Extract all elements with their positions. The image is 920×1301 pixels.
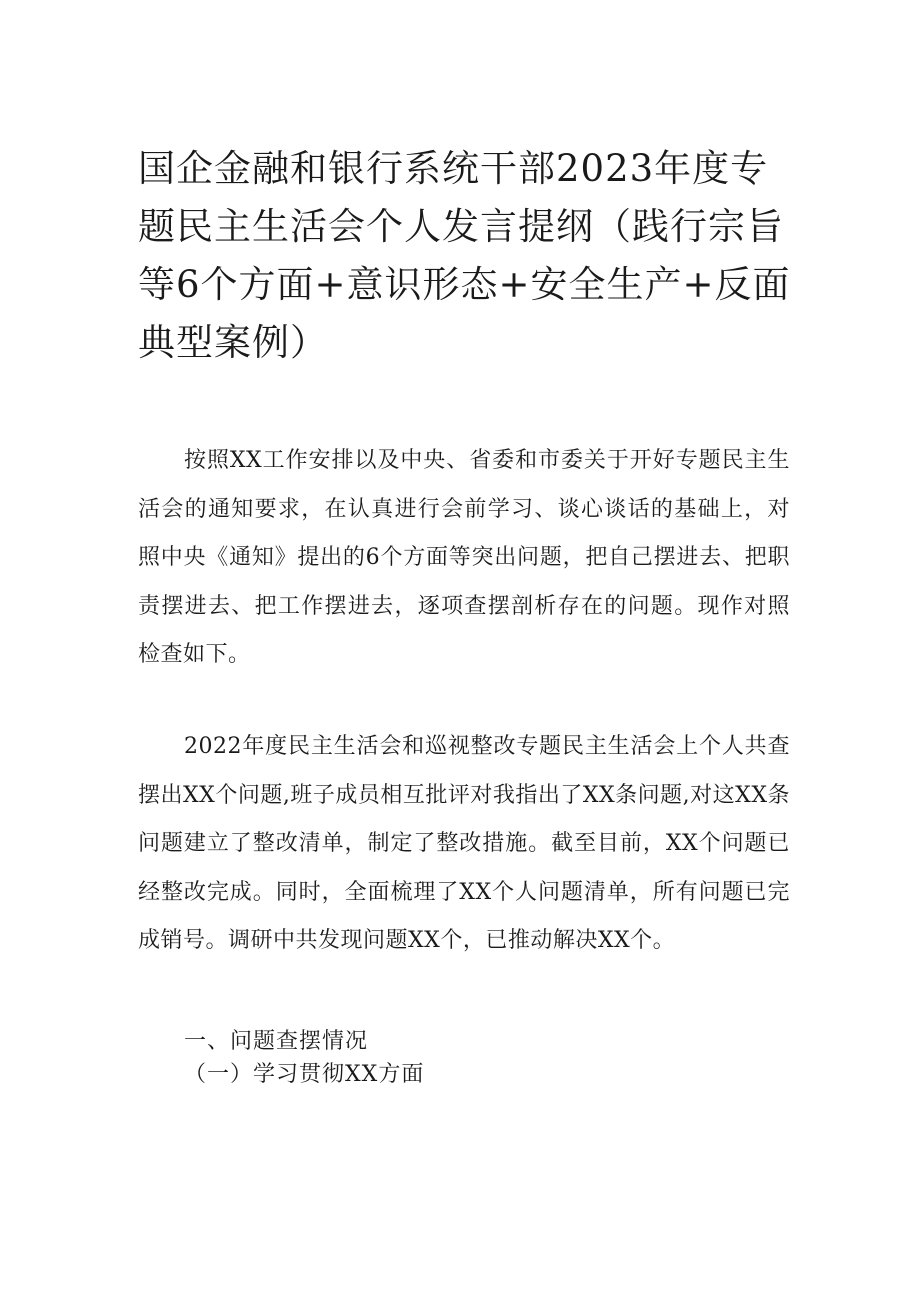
subsection-heading: （一）学习贯彻XX方面 (184, 1062, 425, 1087)
review-paragraph: 2022年度民主生活会和巡视整改专题民主生活会上个人共查摆出XX个问题,班子成员相互批评对我指出了XX条问题,对这XX条问题建立了整改清单，制定了整改措施。截至目前，XX个问题已经整改完成。同时，全面梳理了XX个人问题清单，所有问题已完成销号。调研中共发现问题XX个，已推动解决XX个。 (138, 734, 790, 953)
document-title: 国企金融和银行系统干部2023年度专题民主生活会个人发言提纲（践行宗旨等6个方面+意识形态+安全生产+反面典型案例） (138, 147, 791, 364)
section-heading: 一、问题查摆情况 (184, 1029, 369, 1054)
intro-paragraph: 按照XX工作安排以及中央、省委和市委关于开好专题民主生活会的通知要求，在认真进行会前学习、谈心谈话的基础上，对照中央《通知》提出的6个方面等突出问题，把自己摆进去、把职责摆进去、把工作摆进去，逐项查摆剖析存在的问题。现作对照检查如下。 (138, 448, 790, 667)
